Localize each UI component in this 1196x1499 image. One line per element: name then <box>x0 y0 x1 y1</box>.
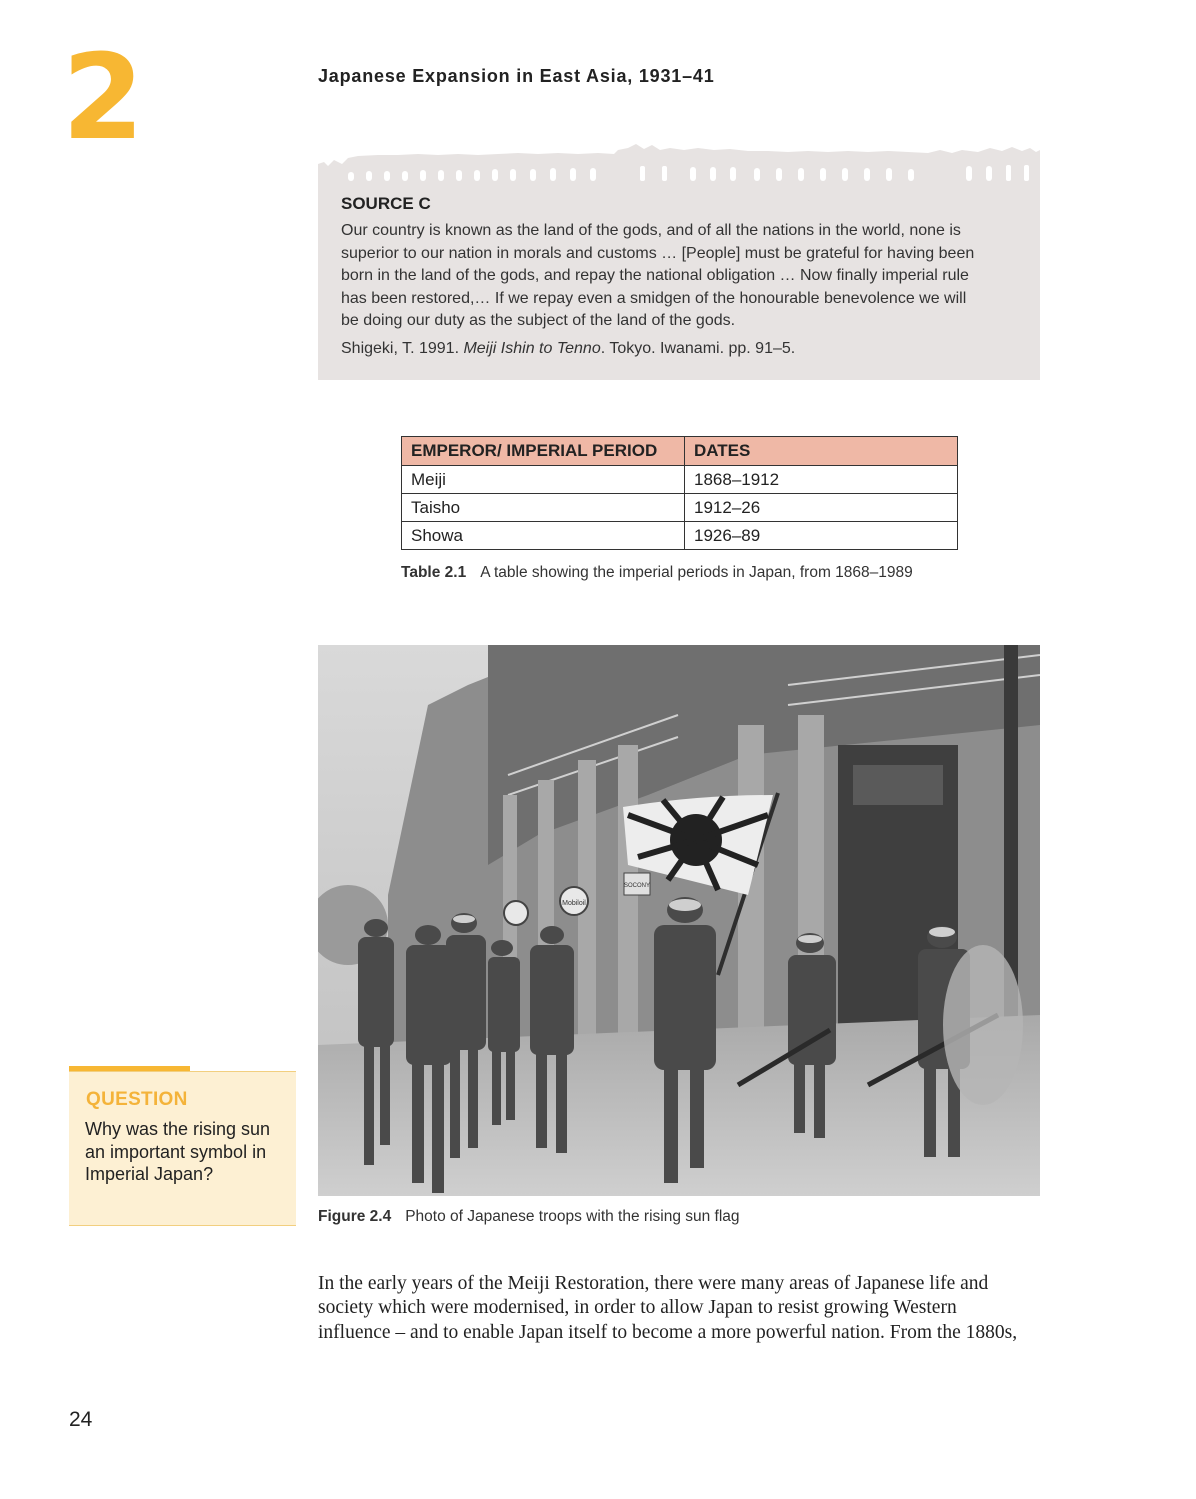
source-quote-line: born in the land of the gods, and repay the national obligation … Now finally imperial rule <box>341 267 969 285</box>
source-heading: SOURCE C <box>341 194 431 213</box>
table-cell: Showa <box>402 522 685 550</box>
figure-caption-text: Photo of Japanese troops with the rising sun flag <box>405 1208 740 1225</box>
table-row <box>402 522 958 550</box>
column-header: DATES <box>685 437 958 466</box>
chapter-title: Japanese Expansion in East Asia, 1931–41 <box>318 66 715 86</box>
sign-socony: SOCONY <box>623 883 651 889</box>
column-header: EMPEROR/ IMPERIAL PERIOD <box>402 437 685 466</box>
source-c-box <box>318 183 1040 380</box>
body-paragraph <box>318 1272 1048 1345</box>
table-cell: Meiji <box>402 466 685 494</box>
question-heading: QUESTION <box>86 1089 188 1110</box>
page-number: 24 <box>69 1408 93 1431</box>
imperial-periods-table <box>401 436 958 550</box>
table-cell: Taisho <box>402 494 685 522</box>
source-quote-line: be doing our duty as the subject of the land of the gods. <box>341 312 736 330</box>
troops-photo <box>318 645 1040 1196</box>
citation-author: Shigeki, T. 1991. <box>341 340 464 357</box>
citation-publisher: . Tokyo. Iwanami. pp. 91–5. <box>600 340 796 357</box>
body-line: In the early years of the Meiji Restoration, there were many areas of Japanese life and <box>318 1273 989 1294</box>
source-quote <box>341 220 1021 333</box>
table-header-row <box>402 437 958 466</box>
table-cell: 1912–26 <box>685 494 958 522</box>
table-row <box>402 466 958 494</box>
question-box <box>69 1071 296 1226</box>
figure-caption <box>318 1208 740 1226</box>
table-caption-text: A table showing the imperial periods in Japan, from 1868–1989 <box>480 564 913 581</box>
source-citation <box>341 340 795 358</box>
body-line: influence – and to enable Japan itself to become a more powerful nation. From the 1880s, <box>318 1321 1018 1343</box>
table-row <box>402 494 958 522</box>
source-quote-line: superior to our nation in morals and customs … [People] must be grateful for having been <box>341 244 975 262</box>
figure-caption-label: Figure 2.4 <box>318 1208 392 1225</box>
body-line: society which were modernised, in order to allow Japan to resist growing Western <box>318 1297 957 1319</box>
table-cell: 1868–1912 <box>685 466 958 494</box>
sign-mobiloil: Mobiloil <box>562 900 586 907</box>
table-cell: 1926–89 <box>685 522 958 550</box>
source-quote-line: Our country is known as the land of the gods, and of all the nations in the world, none is <box>341 222 961 239</box>
citation-title: Meiji Ishin to Tenno <box>463 340 601 357</box>
source-quote-line: has been restored,… If we repay even a smidgen of the honourable benevolence we will <box>341 289 967 307</box>
decorative-skyline-strip <box>318 142 1040 184</box>
table-caption-label: Table 2.1 <box>401 564 467 581</box>
table-caption <box>401 564 913 582</box>
chapter-number: 2 <box>62 28 145 166</box>
question-text: Why was the rising sun an important symbol in Imperial Japan? <box>85 1119 271 1184</box>
